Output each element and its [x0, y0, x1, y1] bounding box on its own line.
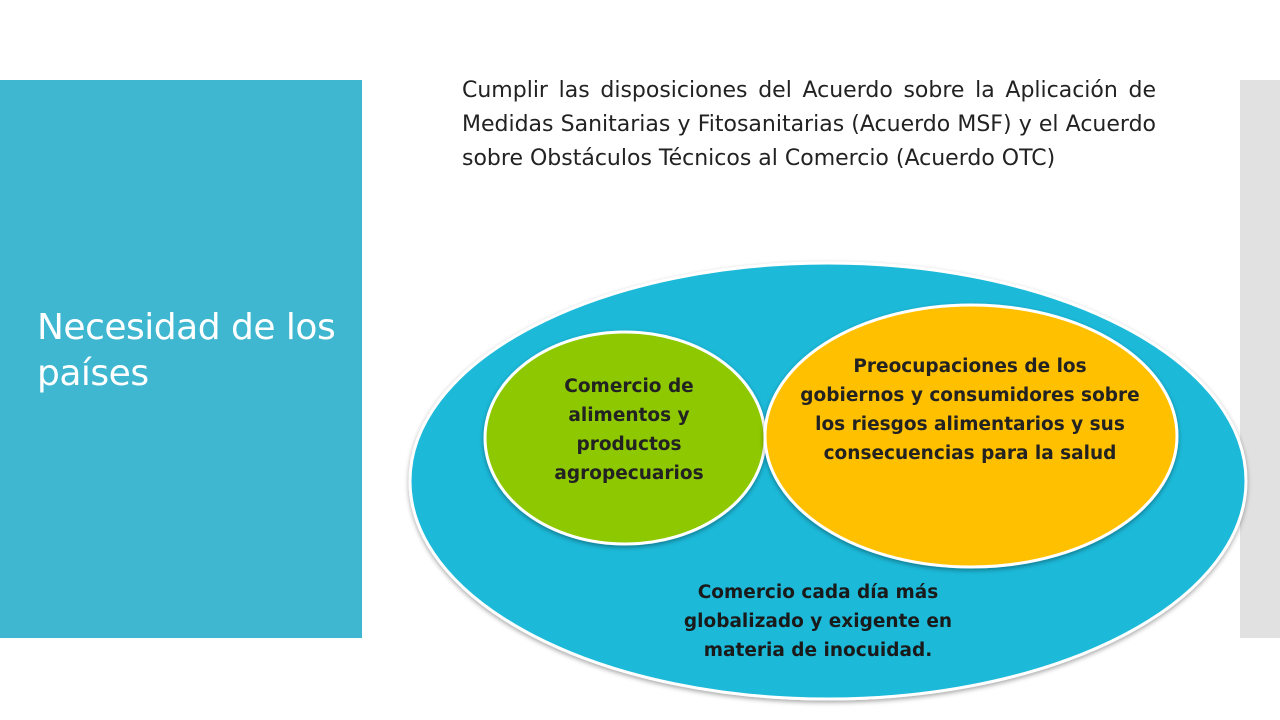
- green-ellipse-label: Comercio de alimentos y productos agropecuarios: [554, 376, 704, 484]
- outer-ellipse-label: Comercio cada día más globalizado y exigente en materia de inocuidad.: [683, 582, 953, 661]
- body-text: Cumplir las disposiciones del Acuerdo sobre la Aplicación de Medidas Sanitarias y Fitosanitarias (Acuerdo MSF) y el Acuerdo sobre Obstáculos Técnicos al Comercio (Acuerdo OTC): [462, 78, 1156, 171]
- orange-ellipse-label: Preocupaciones de los gobiernos y consumidores sobre los riesgos alimentarios y sus consecuencias para la salud: [800, 356, 1140, 464]
- slide-title: Necesidad de los países: [37, 307, 336, 394]
